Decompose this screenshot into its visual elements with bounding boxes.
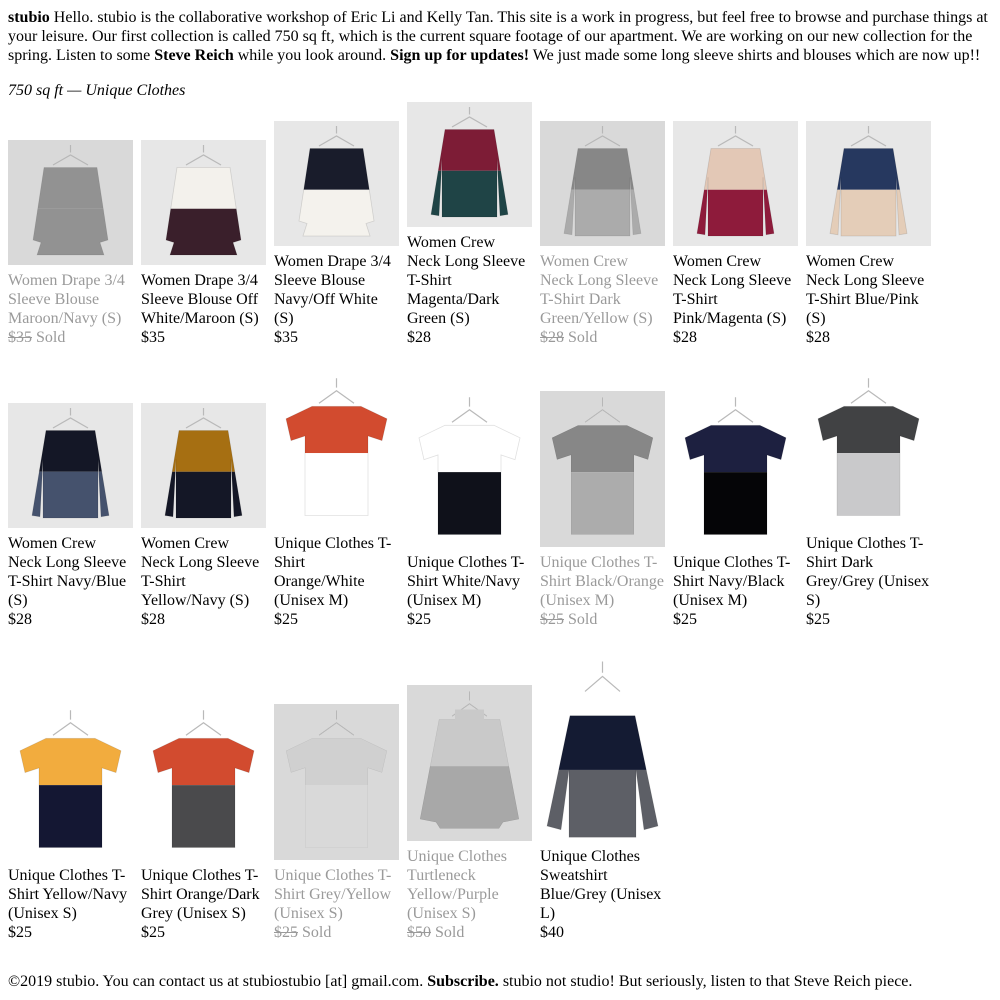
product-name[interactable]: Women Crew Neck Long Sleeve T-Shirt Yellow/Navy (S): [141, 535, 260, 609]
product-price-line: [274, 923, 399, 942]
subscribe-link[interactable]: Subscribe.: [427, 973, 499, 990]
product-price-line: [673, 328, 798, 347]
product-caption: [673, 547, 798, 629]
product-caption: [407, 547, 532, 629]
product-name[interactable]: Women Drape 3/4 Sleeve Blouse Maroon/Navy (S): [8, 272, 125, 327]
product-price-line: [806, 610, 931, 629]
product-photo[interactable]: [540, 121, 665, 246]
product-photo[interactable]: [806, 121, 931, 246]
product-price: $25: [274, 611, 298, 628]
intro-text-1: Hello. stubio is the collaborative workshop of Eric Li and Kelly Tan. This site is a work in progress, but feel free to browse and purchase things at your leisure. Our first collection is called 750 sq ft, which is the current square footage of our apartment. We are working on our new collection for the spring. Listen to some: [8, 9, 988, 64]
product-photo-image: [407, 391, 532, 547]
product-card[interactable]: [141, 704, 266, 942]
product-card[interactable]: [274, 704, 399, 942]
product-price: $28: [540, 329, 564, 346]
product-name[interactable]: Unique Clothes T-Shirt Yellow/Navy (Unisex S): [8, 867, 128, 922]
product-photo-image: [540, 391, 665, 547]
product-price-line: [407, 923, 532, 942]
product-card[interactable]: [8, 704, 133, 942]
product-price-line: [540, 610, 665, 629]
footer-tail: stubio not studio! But seriously, listen to that Steve Reich piece.: [502, 973, 913, 990]
product-card[interactable]: [540, 391, 665, 629]
product-caption: [540, 841, 665, 942]
product-photo[interactable]: [141, 140, 266, 265]
product-price: $35: [274, 329, 298, 346]
product-price: $28: [673, 329, 697, 346]
product-photo-image: [806, 121, 931, 246]
product-price: $50: [407, 924, 431, 941]
product-price-line: [673, 610, 798, 629]
steve-reich-link[interactable]: Steve Reich: [154, 47, 234, 64]
product-photo-image: [407, 102, 532, 227]
product-name[interactable]: Unique Clothes T-Shirt Orange/Dark Grey (Unisex S): [141, 867, 260, 922]
product-price: $28: [8, 611, 32, 628]
product-photo[interactable]: [274, 372, 399, 528]
product-price-line: [407, 610, 532, 629]
product-card[interactable]: [673, 121, 798, 347]
product-photo-image: [673, 391, 798, 547]
product-name[interactable]: Women Crew Neck Long Sleeve T-Shirt Magenta/Dark Green (S): [407, 234, 526, 327]
product-price-line: [141, 923, 266, 942]
product-price-line: [540, 328, 665, 347]
product-price: $25: [806, 611, 830, 628]
product-photo[interactable]: [806, 372, 931, 528]
intro-text-3: We just made some long sleeve shirts and blouses which are now up!!: [532, 47, 981, 64]
product-price-line: [141, 328, 266, 347]
product-card[interactable]: [806, 121, 931, 347]
product-caption: [806, 528, 931, 629]
product-caption: [8, 528, 133, 629]
product-name[interactable]: Women Crew Neck Long Sleeve T-Shirt Blue/Pink (S): [806, 253, 925, 327]
product-photo[interactable]: [141, 704, 266, 860]
product-photo[interactable]: [274, 704, 399, 860]
product-photo[interactable]: [673, 391, 798, 547]
product-caption: [274, 860, 399, 942]
product-photo-image: [141, 403, 266, 528]
product-caption: [540, 547, 665, 629]
garment-collar: [455, 709, 484, 721]
product-price: $25: [8, 924, 32, 941]
product-caption: [407, 841, 532, 942]
product-photo-image: [407, 685, 532, 841]
product-price: $25: [141, 924, 165, 941]
product-card[interactable]: [141, 140, 266, 347]
product-grid: [8, 102, 939, 942]
product-caption: [540, 246, 665, 347]
product-photo[interactable]: [8, 704, 133, 860]
product-name[interactable]: Unique Clothes T-Shirt Grey/Yellow (Unisex S): [274, 867, 392, 922]
footer-copyright: ©2019 stubio. You can contact us at stubiostubio [at] gmail.com.: [8, 973, 424, 990]
product-name[interactable]: Unique Clothes T-Shirt Navy/Black (Unisex M): [673, 554, 791, 609]
product-photo-image: [274, 372, 399, 528]
sold-label: Sold: [568, 611, 598, 628]
product-price: $25: [540, 611, 564, 628]
product-name[interactable]: Unique Clothes Sweatshirt Blue/Grey (Unisex L): [540, 848, 662, 922]
product-price-line: [274, 328, 399, 347]
product-caption: [274, 246, 399, 347]
product-caption: [141, 528, 266, 629]
product-photo[interactable]: [540, 391, 665, 547]
product-name[interactable]: Unique Clothes Turtleneck Yellow/Purple (Unisex S): [407, 848, 507, 922]
product-caption: [141, 265, 266, 347]
product-price-line: [407, 328, 532, 347]
brand-name: stubio: [8, 9, 50, 26]
footer: [8, 972, 992, 991]
collection-title: 750 sq ft — Unique Clothes: [8, 82, 186, 99]
product-caption: [407, 227, 532, 347]
product-name[interactable]: Unique Clothes T-Shirt Black/Orange (Unisex M): [540, 554, 664, 609]
sold-label: Sold: [36, 329, 66, 346]
product-photo[interactable]: [407, 102, 532, 227]
product-price-line: [806, 328, 931, 347]
product-photo-image: [8, 403, 133, 528]
product-card[interactable]: [274, 372, 399, 629]
product-caption: [806, 246, 931, 347]
product-photo-image: [673, 121, 798, 246]
product-photo[interactable]: [673, 121, 798, 246]
intro-paragraph: [8, 8, 992, 65]
product-price-line: [8, 328, 133, 347]
product-name[interactable]: Unique Clothes T-Shirt Dark Grey/Grey (Unisex S): [806, 535, 930, 609]
product-price: $40: [540, 924, 564, 941]
product-price-line: [8, 610, 133, 629]
product-photo[interactable]: [407, 391, 532, 547]
product-photo-image: [141, 140, 266, 265]
sold-label: Sold: [568, 329, 598, 346]
product-card[interactable]: [673, 391, 798, 629]
product-price-line: [540, 923, 665, 942]
product-name[interactable]: Women Crew Neck Long Sleeve T-Shirt Navy/Blue (S): [8, 535, 127, 609]
sold-label: Sold: [302, 924, 332, 941]
product-card[interactable]: [274, 121, 399, 347]
product-photo-image: [274, 121, 399, 246]
product-caption: [8, 265, 133, 347]
product-price-line: [274, 610, 399, 629]
product-price-line: [8, 923, 133, 942]
product-photo-image: [141, 704, 266, 860]
product-photo[interactable]: [407, 685, 532, 841]
product-photo[interactable]: [8, 403, 133, 528]
product-photo-image: [8, 704, 133, 860]
product-card[interactable]: [407, 102, 532, 347]
product-card[interactable]: [540, 121, 665, 347]
product-name[interactable]: Women Crew Neck Long Sleeve T-Shirt Pink/Magenta (S): [673, 253, 792, 327]
product-card[interactable]: [806, 372, 931, 629]
product-price: $35: [141, 329, 165, 346]
product-photo[interactable]: [8, 140, 133, 265]
product-card[interactable]: [8, 403, 133, 629]
product-card[interactable]: [540, 654, 665, 942]
product-price: $28: [407, 329, 431, 346]
product-name[interactable]: Unique Clothes T-Shirt Orange/White (Unisex M): [274, 535, 392, 609]
product-photo[interactable]: [540, 654, 665, 841]
product-card[interactable]: [8, 140, 133, 347]
product-caption: [8, 860, 133, 942]
intro-text-2: while you look around.: [237, 47, 387, 64]
product-name[interactable]: Unique Clothes T-Shirt White/Navy (Unisex M): [407, 554, 525, 609]
product-card[interactable]: [407, 391, 532, 629]
signup-link[interactable]: Sign up for updates!: [390, 47, 530, 64]
product-card[interactable]: [407, 685, 532, 942]
product-name[interactable]: Women Drape 3/4 Sleeve Blouse Navy/Off White (S): [274, 253, 391, 327]
product-price: $35: [8, 329, 32, 346]
product-name[interactable]: Women Drape 3/4 Sleeve Blouse Off White/Maroon (S): [141, 272, 259, 327]
product-price: $25: [407, 611, 431, 628]
product-photo-image: [806, 372, 931, 528]
product-card[interactable]: [141, 403, 266, 629]
product-price: $28: [806, 329, 830, 346]
product-photo[interactable]: [274, 121, 399, 246]
product-price-line: [141, 610, 266, 629]
product-caption: [274, 528, 399, 629]
product-photo-image: [8, 140, 133, 265]
product-price: $25: [673, 611, 697, 628]
product-photo-image: [274, 704, 399, 860]
product-photo-image: [540, 654, 665, 841]
product-name[interactable]: Women Crew Neck Long Sleeve T-Shirt Dark Green/Yellow (S): [540, 253, 659, 327]
product-caption: [141, 860, 266, 942]
sold-label: Sold: [435, 924, 465, 941]
product-photo-image: [540, 121, 665, 246]
product-photo[interactable]: [141, 403, 266, 528]
product-caption: [673, 246, 798, 347]
product-price: $25: [274, 924, 298, 941]
product-price: $28: [141, 611, 165, 628]
